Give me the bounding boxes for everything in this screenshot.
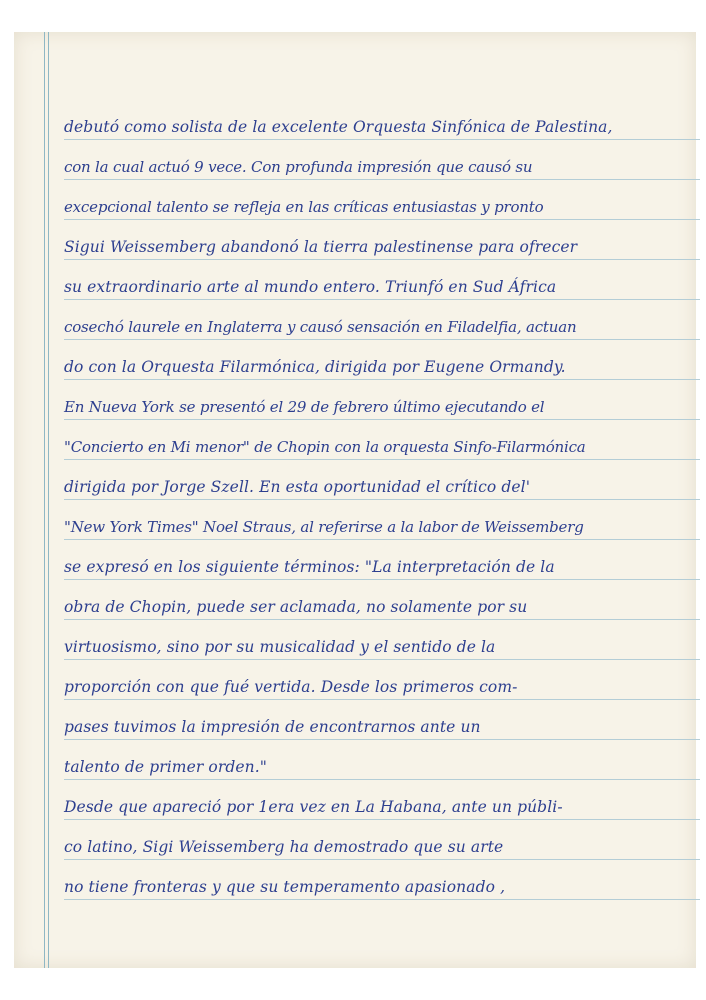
line-text: Sigui Weissemberg abandonó la tierra palestinense para ofrecer xyxy=(64,238,578,256)
line-text: co latino, Sigi Weissemberg ha demostrado que su arte xyxy=(64,838,504,856)
text-line xyxy=(64,780,700,820)
text-line xyxy=(64,420,700,460)
text-line xyxy=(64,740,700,780)
line-text: proporción con que fué vertida. Desde los primeros com- xyxy=(64,678,518,696)
line-text: "Concierto en Mi menor" de Chopin con la orquesta Sinfo-Filarmónica xyxy=(64,438,586,456)
text-line xyxy=(64,340,700,380)
text-line xyxy=(64,180,700,220)
text-line xyxy=(64,820,700,860)
text-line xyxy=(64,100,700,140)
line-text: virtuosismo, sino por su musicalidad y el sentido de la xyxy=(64,638,496,656)
text-line xyxy=(64,260,700,300)
line-text: En Nueva York se presentó el 29 de febrero último ejecutando el xyxy=(64,398,545,416)
text-line xyxy=(64,860,700,900)
text-line xyxy=(64,620,700,660)
text-line xyxy=(64,580,700,620)
margin-rule-left xyxy=(44,32,45,968)
line-text: do con la Orquesta Filarmónica, dirigida por Eugene Ormandy. xyxy=(64,358,566,376)
line-text: Desde que apareció por 1era vez en La Habana, ante un públi- xyxy=(64,798,563,816)
line-text: debutó como solista de la excelente Orquesta Sinfónica de Palestina, xyxy=(64,118,613,136)
line-text: su extraordinario arte al mundo entero. Triunfó en Sud África xyxy=(64,278,557,296)
line-text: pases tuvimos la impresión de encontrarnos ante un xyxy=(64,718,481,736)
text-line xyxy=(64,140,700,180)
line-text: obra de Chopin, puede ser aclamada, no solamente por su xyxy=(64,598,528,616)
text-line xyxy=(64,660,700,700)
text-line xyxy=(64,540,700,580)
text-line xyxy=(64,300,700,340)
line-text: se expresó en los siguiente términos: "La interpretación de la xyxy=(64,558,555,576)
line-text: con la cual actuó 9 vece. Con profunda impresión que causó su xyxy=(64,158,533,176)
line-text: no tiene fronteras y que su temperamento apasionado , xyxy=(64,878,506,896)
text-line xyxy=(64,700,700,740)
manuscript-page xyxy=(14,32,696,968)
text-line xyxy=(64,500,700,540)
margin-rule-inner xyxy=(48,32,49,968)
text-line xyxy=(64,220,700,260)
line-text: talento de primer orden." xyxy=(64,758,267,776)
text-line xyxy=(64,460,700,500)
line-text: dirigida por Jorge Szell. En esta oportunidad el crítico del' xyxy=(64,478,531,496)
text-line xyxy=(64,380,700,420)
line-text: excepcional talento se refleja en las críticas entusiastas y pronto xyxy=(64,198,544,216)
line-text: "New York Times" Noel Straus, al referirse a la labor de Weissemberg xyxy=(64,518,584,536)
line-text: cosechó laurele en Inglaterra y causó sensación en Filadelfia, actuan xyxy=(64,318,577,336)
